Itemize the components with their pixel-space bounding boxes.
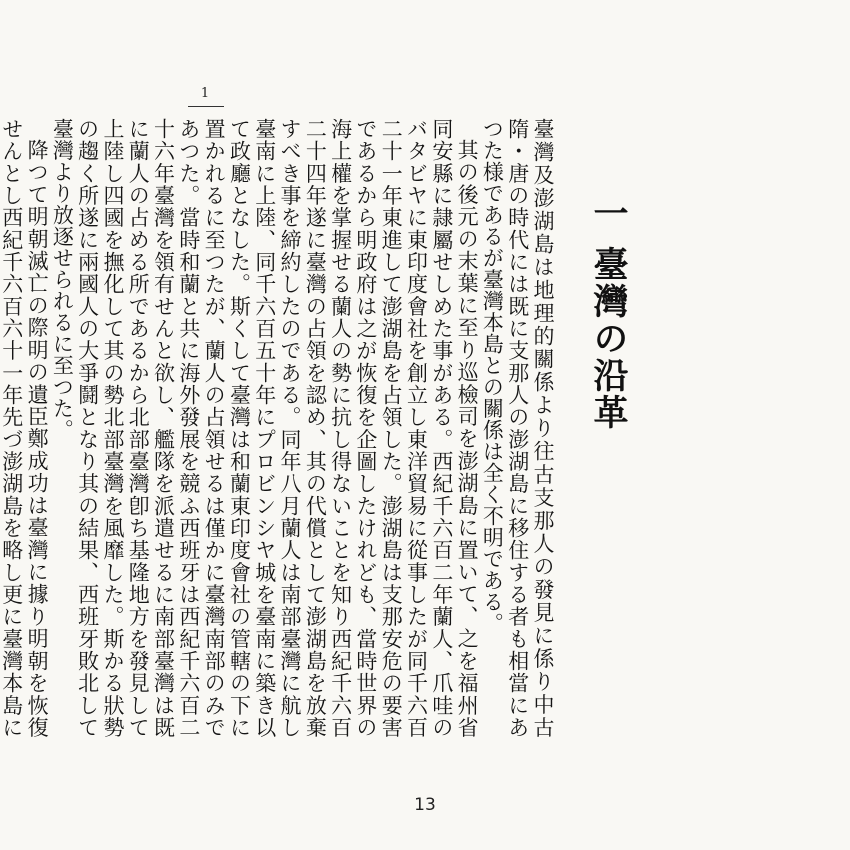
page-number: 13	[414, 795, 436, 815]
header-rule	[188, 106, 224, 107]
paragraph: 降つて明朝滅亡の際明の遺臣鄭成功は臺灣に據り明朝を恢復せんとし西紀千六百六十一年先づ澎湖島を略し更に臺灣本島に	[0, 118, 50, 738]
paragraph: 其の後元の末葉に至り巡檢司を澎湖島に置いて、之を福州省同安縣に隷屬せしめた事がある。西紀千六百二年蘭人、爪哇のバタビヤに東印度會社を創立し東洋貿易に從事したが同千六百二十一年東進して澎湖島を占領した。澎湖島は支那安危の要害であるから明政府は之が恢復を企圖したけれども、當時世界の海上權を掌握せる蘭人の勢に抗し得ないことを知り西紀千六百二十四年遂に臺灣の占領を認め、其の代償として澎湖島を放棄すべき事を締約したのである。同年八月蘭人は南部臺灣に航し臺南に上陸、同千六百五十年にプロビンシヤ城を臺南に築き以て政廳となした。斯くして臺灣は和蘭東印度會社の管轄の下に置かれるに至つたが、蘭人の占領せるは僅かに臺灣南部のみであつた。當時和蘭と共に海外發展を競ふ西班牙は西紀千六百二十六年臺灣を領有せんと欲し、艦隊を派遣せるに南部臺灣は既に蘭人の占める所であるから北部臺灣卽ち基隆地方を發見して上陸し四國を撫化して其の勢北部臺灣を風靡した。斯かる狀勢の趨く所遂に兩國人の大爭鬪となり其の結果、西班牙敗北して臺灣より放逐せられるに至つた。	[50, 118, 480, 739]
paragraph: 臺灣及澎湖島は地理的關係より往古支那人の發見に係り中古隋・唐の時代には既に支那人の澎湖島に移住する者も相當にあつた様であるが臺灣本島との關係は全く不明である。	[480, 118, 555, 738]
section-title: 一 臺灣の沿革	[588, 195, 629, 432]
chapter-number: 1	[200, 86, 210, 101]
body-text	[0, 118, 555, 739]
